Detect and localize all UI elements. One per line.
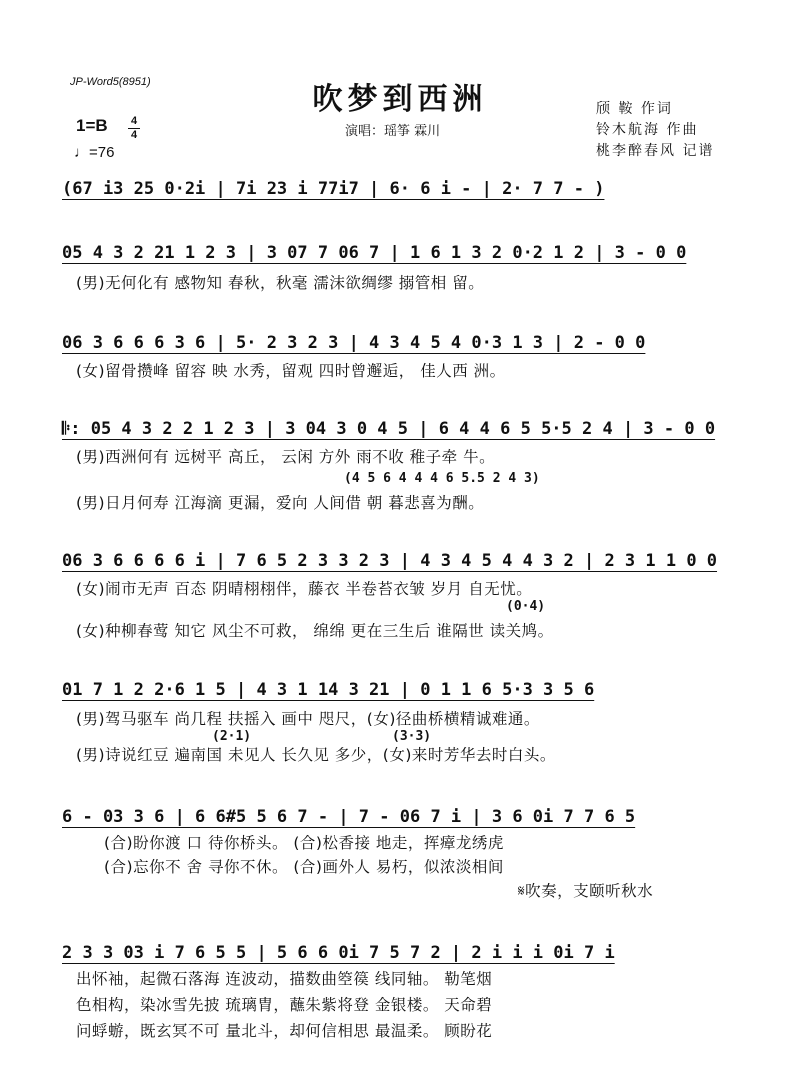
lyric-line: (女)种柳春莺 知它 风尘不可救， 绵绵 更在三生后 谁隔世 读关鸠。 — [76, 622, 554, 640]
variant-notation: (3·3) — [392, 729, 432, 744]
song-title: 吹梦到西洲 — [312, 82, 488, 117]
lyric-line: (男)驾马驱车 尚几程 扶摇入 画中 咫尺，(女)径曲桥横精诚难通。 — [76, 710, 540, 728]
lyric-line: (男)日月何寿 江海滴 更漏，爱向 人间借 朝 暮悲喜为酬。 — [76, 494, 485, 512]
time-signature-bottom: 4 — [130, 129, 138, 141]
notation-row: 𝄆: 05 4 3 2 2 1 2 3 | 3 04 3 0 4 5 | 6 4 4 6 5 5·5 2 4 | 3 - 0 0 — [62, 419, 716, 439]
variant-notation: (2·1) — [212, 729, 252, 744]
lyric-line: (合)盼你渡 口 待你桥头。 (合)松香接 地走，挥瘴龙绣虎 — [104, 834, 504, 852]
source-tag: JP-Word5(8951) — [70, 76, 151, 88]
notation-row: 2 3 3 03 i 7 6 5 5 | 5 6 6 0i 7 5 7 2 | 2 i i i 0i 7 i — [62, 943, 615, 963]
notation-row: 6 - 03 3 6 | 6 6#5 5 6 7 - | 7 - 06 7 i | 3 6 0i 7 7 6 5 — [62, 807, 636, 827]
lyric-line: (男)西洲何有 远树平 高丘， 云闲 方外 雨不收 稚子牵 牛。 — [76, 448, 496, 466]
lyric-line: (女)闹市无声 百态 阴晴栩栩伴，藤衣 半卷苔衣皱 岁月 自无忧。 — [76, 580, 533, 598]
notation-row: (67 i3 25 0·2i | 7i 23 i 77i7 | 6· 6 i - | 2· 7 7 - ) — [62, 179, 605, 199]
variant-notation: (0·4) — [506, 599, 546, 614]
variant-notation: (4 5 6 4 4 4 6 5.5 2 4 3) — [344, 471, 540, 486]
key-signature: 1=B — [76, 116, 108, 135]
lyric-line: (男)诗说红豆 遍南国 未见人 长久见 多少，(女)来时芳华去时白头。 — [76, 746, 556, 764]
lyric-line: 出怀袖，起微石落海 连波动，描数曲箜篌 线同轴。 勒笔烟 — [76, 970, 493, 988]
tempo-marking: ♩=76 — [74, 144, 115, 161]
lyric-line: 问蜉蝣，既玄冥不可 量北斗，却何信相思 最温柔。 顾盼花 — [76, 1022, 493, 1040]
lyricist-credit: 颀 鞍 作词 — [596, 101, 673, 117]
time-signature-top: 4 — [130, 115, 138, 127]
lyric-line: (女)留骨攒峰 留容 映 水秀，留观 四时曾邂逅， 佳人西 洲。 — [76, 362, 506, 380]
time-signature — [128, 116, 140, 141]
composer-credit: 铃木航海 作曲 — [596, 122, 699, 138]
lyric-line: 色相构，染冰雪先披 琉璃胄，蘸朱紫将登 金银楼。 天命碧 — [76, 996, 493, 1014]
notation-row: 05 4 3 2 21 1 2 3 | 3 07 7 06 7 | 1 6 1 3 2 0·2 1 2 | 3 - 0 0 — [62, 243, 687, 263]
lyric-line: 𝄋吹奏，支颐听秋水 — [518, 882, 654, 900]
singer-credit: 演唱：瑶筝 霖川 — [345, 124, 441, 139]
notation-row: 06 3 6 6 6 6 i | 7 6 5 2 3 3 2 3 | 4 3 4 5 4 4 3 2 | 2 3 1 1 0 0 — [62, 551, 718, 571]
lyric-line: (合)忘你不 舍 寻你不休。 (合)画外人 易朽，似浓淡相间 — [104, 858, 504, 876]
notation-row: 01 7 1 2 2·6 1 5 | 4 3 1 14 3 21 | 0 1 1 6 5·3 3 5 6 — [62, 680, 595, 700]
transcriber-credit: 桃李醉春风 记谱 — [596, 143, 715, 159]
notation-row: 06 3 6 6 6 3 6 | 5· 2 3 2 3 | 4 3 4 5 4 0·3 1 3 | 2 - 0 0 — [62, 333, 646, 353]
lyric-line: (男)无何化有 感物知 春秋，秋毫 濡沫欲绸缪 搦管相 留。 — [76, 274, 485, 292]
